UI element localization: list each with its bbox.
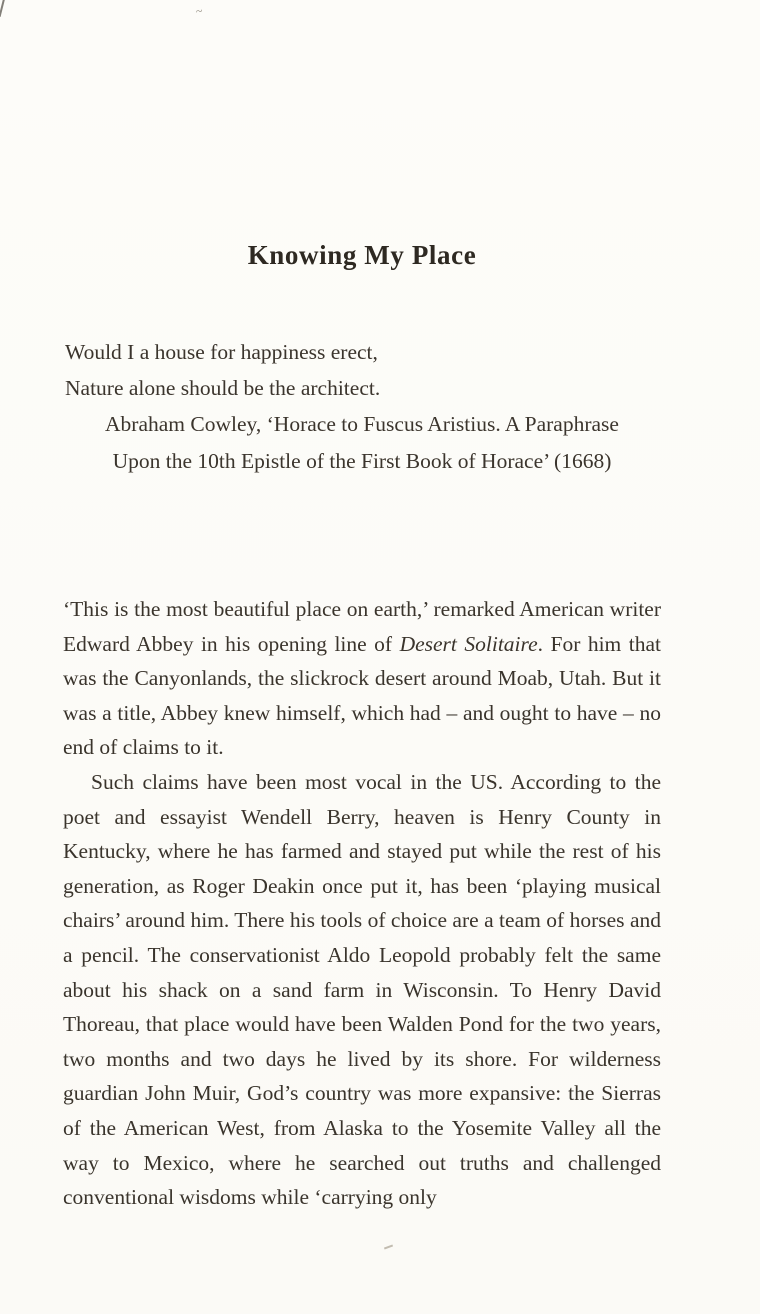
paragraph-2: Such claims have been most vocal in the US. According to the poet and essayist Wendell Berry, heaven is Henry County in Kentucky, where he has farmed and stayed put while the rest of his generation, as Roger Deakin once put it, has been ‘playing musical chairs’ around him. There his tools of choice are a team of horses and a pencil. The conservationist Aldo Leopold probably felt the same about his shack on a sand farm in Wisconsin. To Henry David Thoreau, that place would have been Walden Pond for the two years, two months and two days he lived by its shore. For wilderness guardian John Muir, God’s country was more expansive: the Sierras of the American West, from Alaska to the Yosemite Valley all the way to Mexico, where he searched out truths and challenged conventional wisdoms while ‘carrying only — [63, 769, 661, 1210]
scan-artifact-top-left — [0, 0, 5, 17]
scan-artifact-top-center: ~ — [194, 3, 204, 19]
epigraph-line-2: Nature alone should be the architect. — [65, 376, 381, 400]
epigraph-attribution — [63, 406, 661, 480]
body-text — [63, 592, 661, 1215]
attribution-line-2: Upon the 10th Epistle of the First Book of Horace’ (1668) — [112, 449, 612, 473]
epigraph-line-1: Would I a house for happiness erect, — [65, 340, 378, 364]
book-title-desert-solitaire: Desert Solitaire — [399, 631, 538, 656]
paragraph-1 — [63, 592, 661, 765]
epigraph-verse — [65, 334, 663, 406]
paragraph-1-text: ‘This is the most beautiful place on earth,’ remarked American writer Edward Abbey in his opening line of — [63, 597, 661, 656]
chapter-title: Knowing My Place — [247, 240, 477, 271]
attribution-line-1: Abraham Cowley, ‘Horace to Fuscus Aristius. A Paraphrase — [105, 412, 619, 436]
paragraph-1-text-continued: . For him that was the Canyonlands, the slickrock desert around Moab, Utah. But it was a title, Abbey knew himself, which had – and ought to have – no end of claims to it. — [63, 631, 662, 760]
scan-artifact-bottom — [384, 1245, 393, 1250]
